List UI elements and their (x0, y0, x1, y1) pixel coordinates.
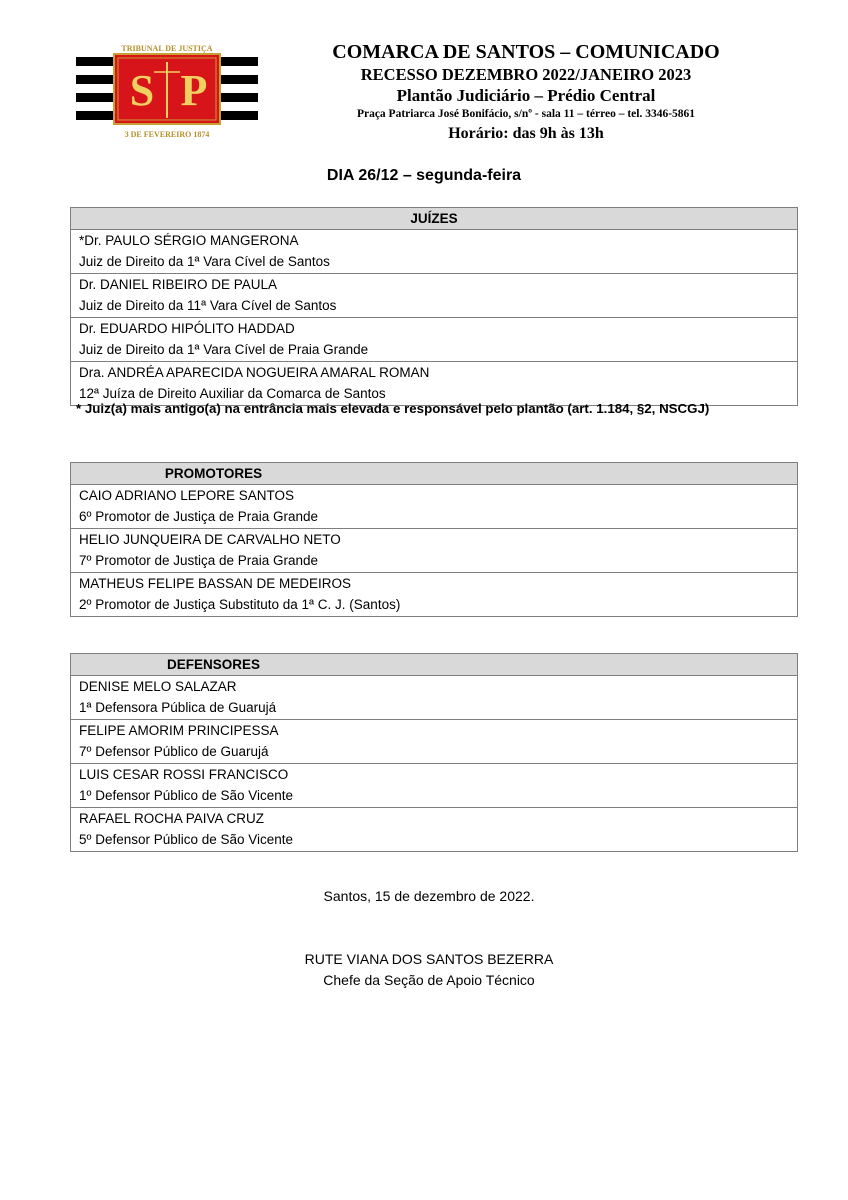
person-role: 1º Defensor Público de São Vicente (79, 787, 294, 803)
promotores-table (70, 462, 798, 617)
person-name: MATHEUS FELIPE BASSAN DE MEDEIROS (79, 576, 352, 591)
day-title: DIA 26/12 – segunda-feira (326, 167, 522, 184)
tjsp-logo (76, 42, 258, 140)
table-row (71, 808, 798, 852)
signer-name: RUTE VIANA DOS SANTOS BEZERRA (304, 951, 554, 967)
table-row (71, 573, 798, 617)
person-role: Juiz de Direito da 1ª Vara Cível de Santos (79, 253, 330, 269)
juizes-heading: JUÍZES (71, 208, 798, 230)
person-role: Juiz de Direito da 1ª Vara Cível de Praia Grande (79, 341, 369, 357)
person-role: 7º Defensor Público de Guarujá (79, 743, 269, 759)
person-name: DENISE MELO SALAZAR (79, 679, 237, 694)
logo-letter-s: S (129, 66, 155, 115)
table-row (71, 362, 798, 406)
person-role: 6º Promotor de Justiça de Praia Grande (79, 508, 319, 524)
defensores-heading: DEFENSORES (166, 657, 261, 672)
table-row (71, 274, 798, 318)
table-row (71, 485, 798, 529)
header-line3: Plantão Judiciário – Prédio Central (396, 86, 656, 105)
person-name: CAIO ADRIANO LEPORE SANTOS (79, 488, 295, 503)
table-row (71, 230, 798, 274)
person-name: FELIPE AMORIM PRINCIPESSA (79, 723, 279, 738)
person-name: Dr. EDUARDO HIPÓLITO HADDAD (79, 321, 295, 336)
person-role: 7º Promotor de Justiça de Praia Grande (79, 552, 319, 568)
defensores-table (70, 653, 798, 852)
person-role: 1ª Defensora Pública de Guarujá (79, 699, 277, 715)
promotores-heading: PROMOTORES (164, 466, 263, 481)
person-role: 5º Defensor Público de São Vicente (79, 831, 294, 847)
person-name: RAFAEL ROCHA PAIVA CRUZ (79, 811, 265, 826)
table-row (71, 529, 798, 573)
juizes-table (70, 207, 798, 406)
person-role: Juiz de Direito da 11ª Vara Cível de Santos (79, 297, 337, 313)
person-role: 2º Promotor de Justiça Substituto da 1ª C. J. (Santos) (79, 596, 401, 612)
header-hours: Horário: das 9h às 13h (448, 125, 604, 142)
person-name: *Dr. PAULO SÉRGIO MANGERONA (79, 233, 299, 248)
document-title: COMARCA DE SANTOS – COMUNICADO (332, 41, 720, 63)
signer-role: Chefe da Seção de Apoio Técnico (323, 972, 535, 988)
person-name: Dr. DANIEL RIBEIRO DE PAULA (79, 277, 278, 292)
juizes-footnote: * Juiz(a) mais antigo(a) na entrância mais elevada e responsável pelo plantão (art. 1.184, §2, NSCGJ) (76, 401, 710, 416)
logo-letter-p: P (180, 66, 208, 115)
table-row (71, 318, 798, 362)
table-row (71, 720, 798, 764)
table-row (71, 764, 798, 808)
header-address: Praça Patriarca José Bonifácio, s/nº - sala 11 – térreo – tel. 3346-5861 (356, 108, 696, 120)
table-row (71, 676, 798, 720)
person-name: HELIO JUNQUEIRA DE CARVALHO NETO (79, 532, 341, 547)
document-header (270, 40, 782, 144)
person-name: LUIS CESAR ROSSI FRANCISCO (79, 767, 289, 782)
logo-top-text: TRIBUNAL DE JUSTIÇA (121, 44, 213, 53)
logo-bottom-text: 3 DE FEVEREIRO 1874 (124, 130, 210, 139)
person-name: Dra. ANDRÉA APARECIDA NOGUEIRA AMARAL ROMAN (79, 365, 430, 380)
document-subtitle: RECESSO DEZEMBRO 2022/JANEIRO 2023 (360, 65, 692, 84)
person-role: 12ª Juíza de Direito Auxiliar da Comarca de Santos (79, 385, 386, 401)
date-line: Santos, 15 de dezembro de 2022. (323, 888, 535, 904)
